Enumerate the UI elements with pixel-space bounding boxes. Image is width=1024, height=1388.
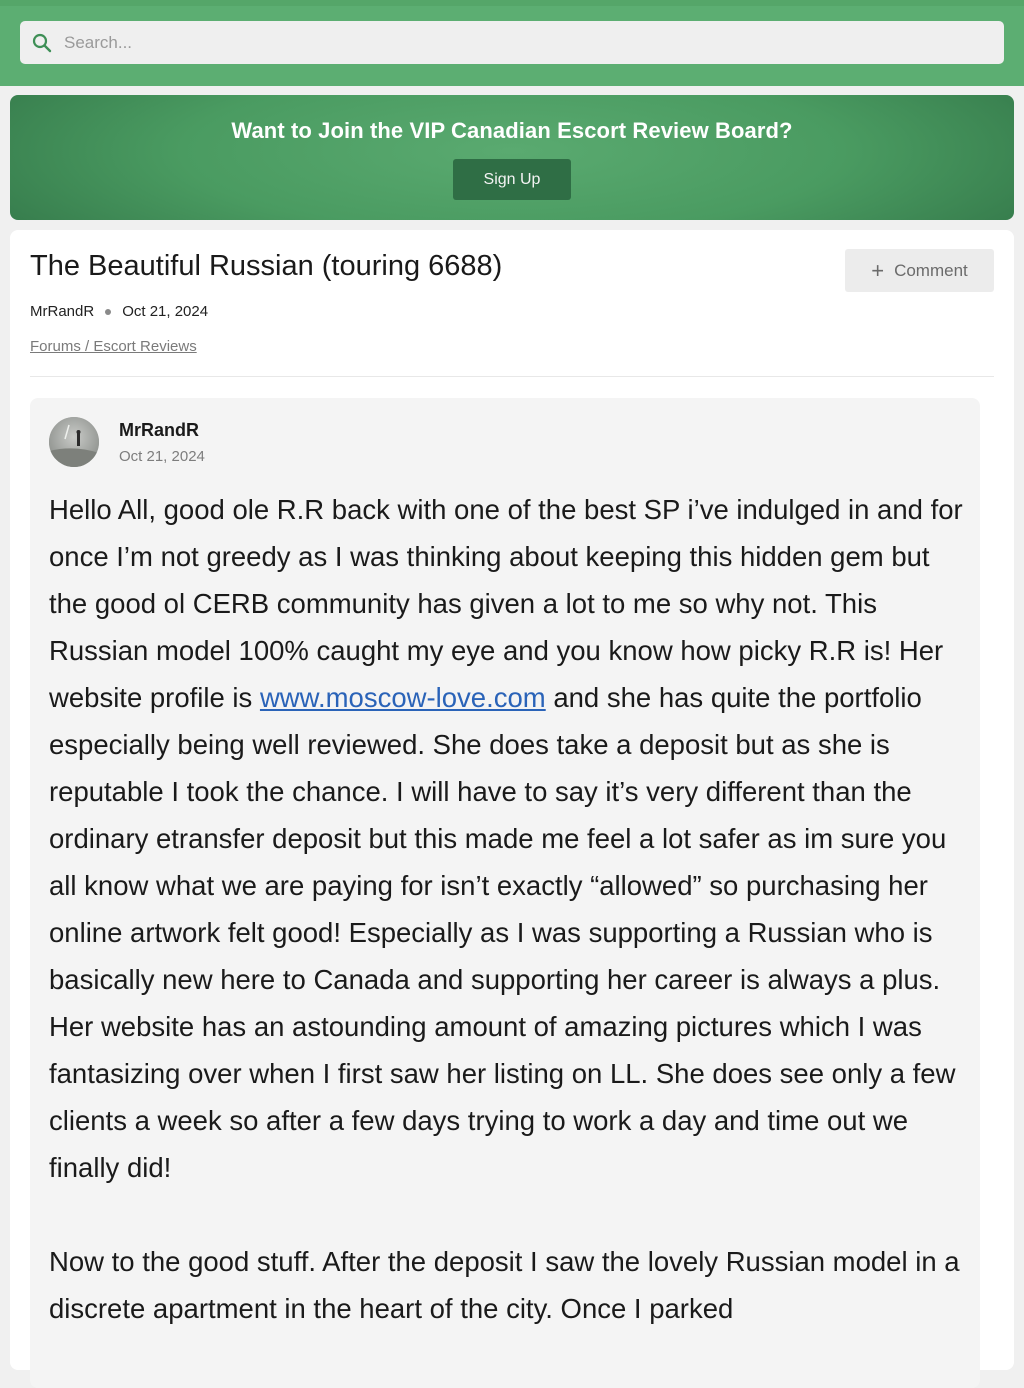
thread-title: The Beautiful Russian (touring 6688): [30, 250, 503, 282]
breadcrumb[interactable]: Forums / Escort Reviews: [30, 338, 197, 355]
post-body: [49, 486, 965, 1379]
post-date: Oct 21, 2024: [119, 448, 205, 465]
divider: [30, 376, 994, 377]
post: [30, 398, 980, 1388]
thread-author[interactable]: MrRandR: [30, 303, 95, 320]
post-paragraph: [49, 486, 965, 1191]
avatar[interactable]: [49, 417, 99, 467]
comment-button-label: Comment: [894, 260, 968, 280]
thread-date: Oct 21, 2024: [122, 303, 209, 320]
search-input[interactable]: [62, 32, 966, 54]
post-text: Hello All, good ole R.R back with one of the best SP i’ve indulged in and for once I’m not greedy as I was thinking about keeping this hidden gem but the good ol CERB community has given a lot to me so why not. This Russian model 100% caught my eye and you know how picky R.R is! Her website profile is: [49, 494, 963, 713]
thread-meta: [30, 303, 208, 320]
avatar-image: [49, 417, 99, 467]
comment-button[interactable]: [845, 249, 994, 292]
post-author[interactable]: MrRandR: [119, 420, 199, 440]
vip-banner: [10, 95, 1014, 220]
search-icon: [32, 33, 52, 53]
sign-up-button[interactable]: Sign Up: [453, 159, 571, 200]
thread-card: [10, 230, 1014, 1370]
plus-icon: +: [871, 257, 885, 283]
website-link[interactable]: www.moscow-love.com: [259, 682, 546, 713]
search-bar[interactable]: [20, 21, 1004, 64]
top-bar: [0, 0, 1024, 86]
separator-dot: [105, 309, 111, 315]
banner-title: Want to Join the VIP Canadian Escort Review Board?: [231, 118, 793, 143]
post-paragraph: Now to the good stuff. After the deposit I saw the lovely Russian model in a discrete apartment in the heart of the city. Once I parked: [49, 1246, 960, 1324]
post-text: and she has quite the portfolio especially being well reviewed. She does take a deposit but as she is reputable I took the chance. I will have to say it’s very different than the ordinary etransfer deposit but this made me feel a lot safer as im sure you all know what we are paying for isn’t exactly “allowed” so purchasing her online artwork felt good! Especially as I was supporting a Russian who is basically new here to Canada and supporting her career is always a plus. Her website has an astounding amount of amazing pictures which I was fantasizing over when I first saw her listing on LL. She does see only a few clients a week so after a few days trying to work a day and time out we finally did!: [49, 682, 956, 1183]
